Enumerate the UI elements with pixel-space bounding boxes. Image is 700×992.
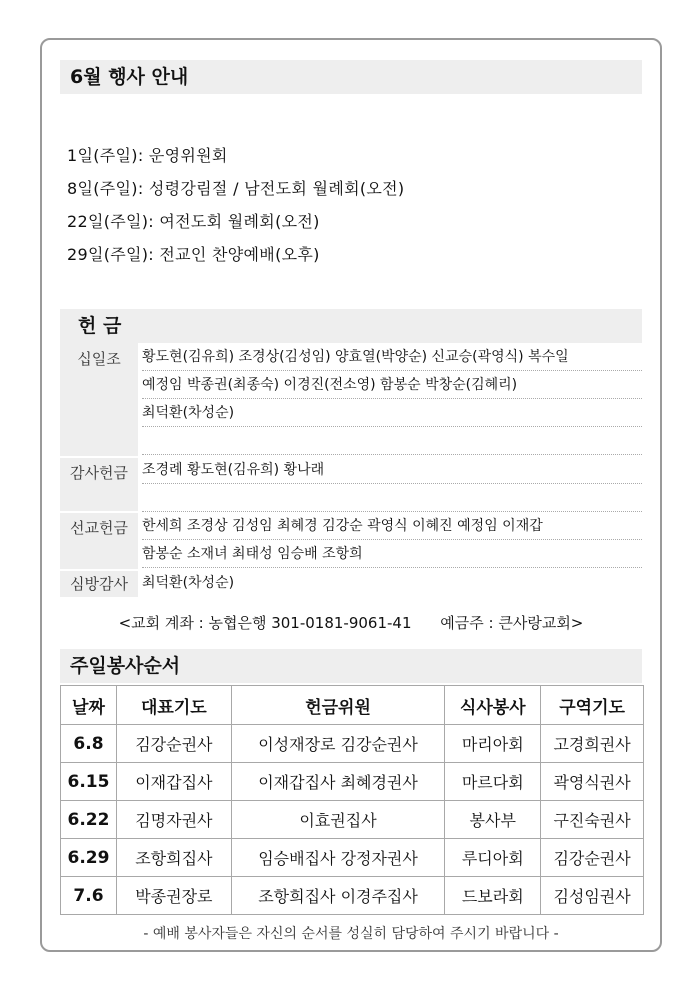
events-title: 6월 행사 안내 [60,60,642,94]
row-offering-staff: 임승배집사 강정자권사 [231,839,445,877]
mission-label: 선교헌금 [60,513,138,569]
schedule-title: 주일봉사순서 [60,649,642,683]
header-prayer: 대표기도 [116,686,231,725]
mission-line-1: 한세희 조경상 김성임 최혜경 김강순 곽영식 이혜진 예정임 이재갑 [142,512,642,540]
table-row [61,725,644,763]
tithe-line-2: 예정임 박종권(최종숙) 이경진(전소영) 함봉순 박창순(김혜리) [142,371,642,399]
visit-line-1: 최덕환(차성순) [142,575,235,591]
event-item-2: 8일(주일): 성령강림절 / 남전도회 월례회(오전) [67,179,405,198]
event-item-3: 22일(주일): 여전도회 월례회(오전) [67,212,320,231]
row-date: 6.29 [61,839,117,877]
row-prayer: 김강순권사 [116,725,231,763]
account-info: <교회 계좌 : 농협은행 301-0181-9061-41 [118,614,412,632]
row-date: 7.6 [61,877,117,915]
row-offering-staff: 이성재장로 김강순권사 [231,725,445,763]
row-offering-staff: 이효권집사 [231,801,445,839]
account-holder: 예금주 : 큰사랑교회> [440,614,584,632]
table-row [61,839,644,877]
row-prayer: 조항희집사 [116,839,231,877]
tithe-line-1: 황도현(김유희) 조경상(김성임) 양효열(박양순) 신교승(곽영식) 복수일 [142,343,642,371]
thanks-line-2 [142,484,642,512]
visit-label: 심방감사 [60,571,138,597]
schedule-table [60,685,644,915]
header-offering-staff: 헌금위원 [231,686,445,725]
header-district-prayer: 구역기도 [541,686,644,725]
thanks-line-1: 조경례 황도현(김유희) 황나래 [142,456,642,484]
header-date: 날짜 [61,686,117,725]
row-district-prayer: 곽영식권사 [541,763,644,801]
tithe-line-3: 최덕환(차성순) [142,399,642,427]
row-date: 6.15 [61,763,117,801]
row-district-prayer: 김강순권사 [541,839,644,877]
row-district-prayer: 고경희권사 [541,725,644,763]
row-date: 6.8 [61,725,117,763]
tithe-line-4 [142,427,642,455]
mission-line-2: 함봉순 소재녀 최태성 임승배 조항희 [142,540,642,568]
header-meal-service: 식사봉사 [445,686,541,725]
row-meal-service: 루디아회 [445,839,541,877]
church-account [60,612,642,633]
row-meal-service: 마르다회 [445,763,541,801]
row-district-prayer: 김성임권사 [541,877,644,915]
service-notice: - 예배 봉사자들은 자신의 순서를 성실히 담당하여 주시기 바랍니다 - [143,926,559,942]
offering-title: 헌 금 [60,309,642,343]
row-prayer: 이재갑집사 [116,763,231,801]
row-prayer: 김명자권사 [116,801,231,839]
tithe-label: 십일조 [60,343,138,456]
table-row [61,801,644,839]
table-row [61,763,644,801]
table-row [61,877,644,915]
thanks-label: 감사헌금 [60,458,138,511]
row-meal-service: 드보라회 [445,877,541,915]
event-item-1: 1일(주일): 운영위원회 [67,146,228,165]
row-date: 6.22 [61,801,117,839]
row-offering-staff: 조항희집사 이경주집사 [231,877,445,915]
row-meal-service: 마리아회 [445,725,541,763]
row-meal-service: 봉사부 [445,801,541,839]
event-item-4: 29일(주일): 전교인 찬양예배(오후) [67,245,320,264]
row-offering-staff: 이재갑집사 최혜경권사 [231,763,445,801]
row-district-prayer: 구진숙권사 [541,801,644,839]
schedule-header-row [61,686,644,725]
row-prayer: 박종권장로 [116,877,231,915]
